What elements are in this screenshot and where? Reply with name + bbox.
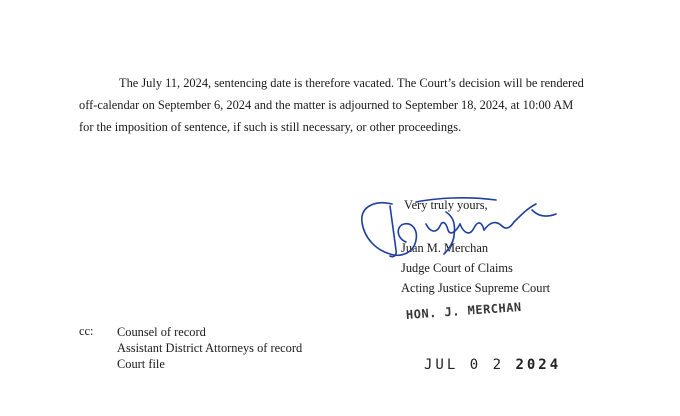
cc-recipient: Counsel of record <box>117 325 206 339</box>
cc-recipient: Assistant District Attorneys of record <box>117 341 303 355</box>
cc-recipient: Court file <box>117 357 165 371</box>
name-stamp: HON. J. MERCHAN <box>405 299 523 322</box>
date-stamp <box>424 357 561 373</box>
date-stamp-day: JUL 0 2 <box>424 357 516 373</box>
date-stamp-year: 2024 <box>515 357 562 373</box>
body-paragraph <box>79 72 639 138</box>
closing-salutation: Very truly yours, <box>404 198 488 212</box>
signer-block <box>401 238 550 298</box>
cc-label: cc: <box>79 324 94 338</box>
paragraph-line: off-calendar on September 6, 2024 and the matter is adjourned to September 18, 2024, at 10:00 AM <box>79 98 574 112</box>
cc-recipient-list <box>117 324 302 372</box>
paragraph-line: The July 11, 2024, sentencing date is therefore vacated. The Court’s decision will be rendered <box>119 76 584 90</box>
signer-title: Acting Justice Supreme Court <box>401 281 551 295</box>
signer-title: Judge Court of Claims <box>401 261 513 275</box>
signer-name: Juan M. Merchan <box>401 241 489 255</box>
paragraph-line: for the imposition of sentence, if such is still necessary, or other proceedings. <box>79 120 462 134</box>
